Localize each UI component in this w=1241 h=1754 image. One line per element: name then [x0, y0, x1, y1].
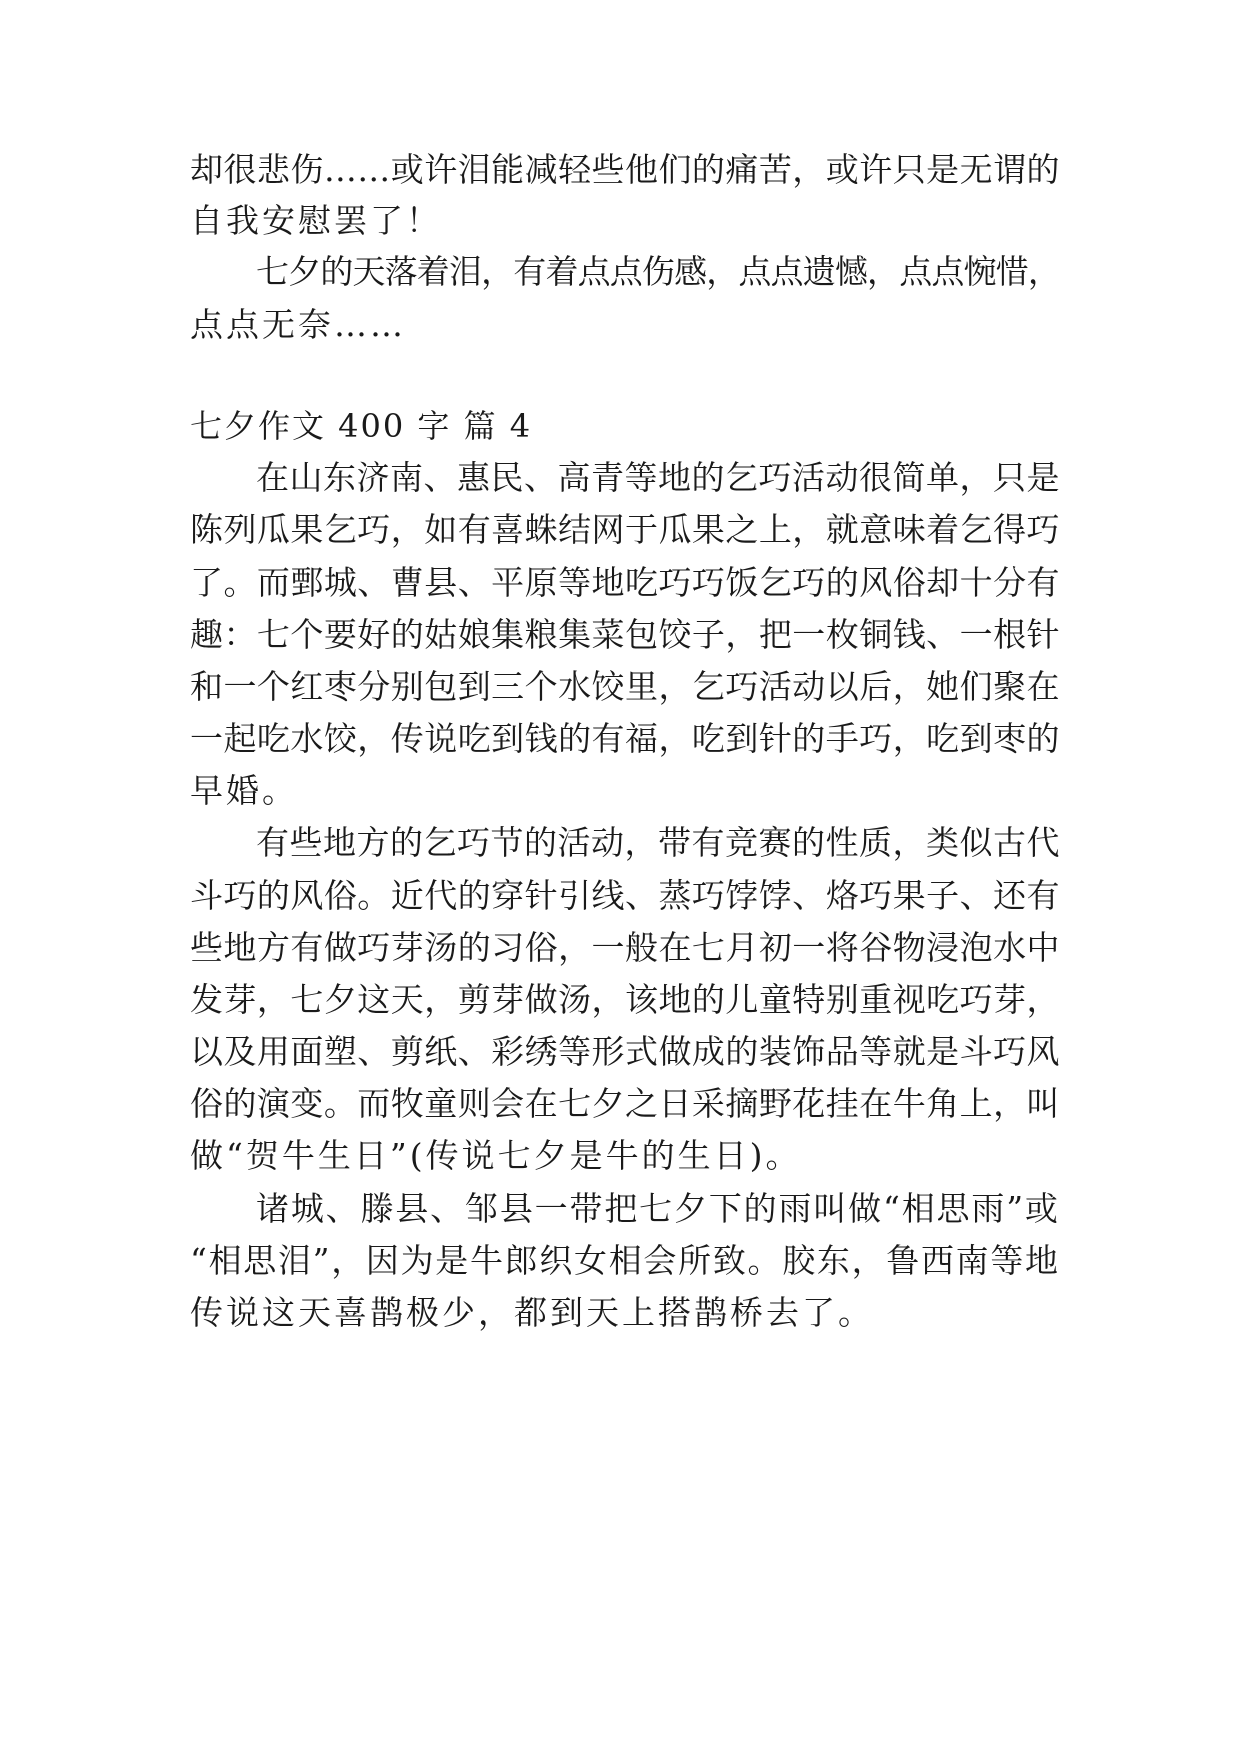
text-line: 做“贺牛生日”(传说七夕是牛的生日)。	[190, 1136, 802, 1175]
text-line: 一起吃水饺，传说吃到钱的有福，吃到针的手巧，吃到枣的	[190, 719, 1060, 758]
text-line: 传说这天喜鹊极少，都到天上搭鹊桥去了。	[190, 1293, 874, 1332]
text-line: 和一个红枣分别包到三个水饺里，乞巧活动以后，她们聚在	[190, 667, 1060, 706]
text-line: “相思泪”，因为是牛郎织女相会所致。胶东，鲁西南等地	[190, 1241, 1060, 1280]
text-line: 俗的演变。而牧童则会在七夕之日采摘野花挂在牛角上，叫	[190, 1084, 1060, 1123]
text-line: 了。而鄄城、曹县、平原等地吃巧巧饭乞巧的风俗却十分有	[190, 563, 1060, 602]
text-line: 以及用面塑、剪纸、彩绣等形式做成的装饰品等就是斗巧风	[190, 1032, 1060, 1071]
text-line: 发芽，七夕这天，剪芽做汤，该地的儿童特别重视吃巧芽，	[190, 980, 1060, 1019]
text-line: 趣：七个要好的姑娘集粮集菜包饺子，把一枚铜钱、一根针	[190, 615, 1060, 654]
paragraph-first-line: 有些地方的乞巧节的活动，带有竞赛的性质，类似古代	[256, 823, 1060, 862]
text-line: 却很悲伤……或许泪能减轻些他们的痛苦，或许只是无谓的	[190, 150, 1060, 189]
paragraph-first-line: 诸城、滕县、邹县一带把七夕下的雨叫做“相思雨”或	[256, 1189, 1060, 1228]
text-line: 陈列瓜果乞巧，如有喜蛛结网于瓜果之上，就意味着乞得巧	[190, 510, 1060, 549]
paragraph-first-line: 在山东济南、惠民、高青等地的乞巧活动很简单，只是	[256, 458, 1060, 497]
text-line: 点点无奈……	[190, 305, 406, 344]
paragraph-first-line: 七夕的天落着泪，有着点点伤感，点点遗憾，点点惋惜，	[256, 252, 1061, 291]
section-heading: 七夕作文 400 字 篇 4	[190, 407, 533, 445]
text-line: 些地方有做巧芽汤的习俗，一般在七月初一将谷物浸泡水中	[190, 928, 1060, 967]
text-line: 斗巧的风俗。近代的穿针引线、蒸巧饽饽、烙巧果子、还有	[190, 876, 1060, 915]
text-line: 自我安慰罢了！	[190, 201, 442, 240]
text-line: 早婚。	[190, 771, 298, 810]
